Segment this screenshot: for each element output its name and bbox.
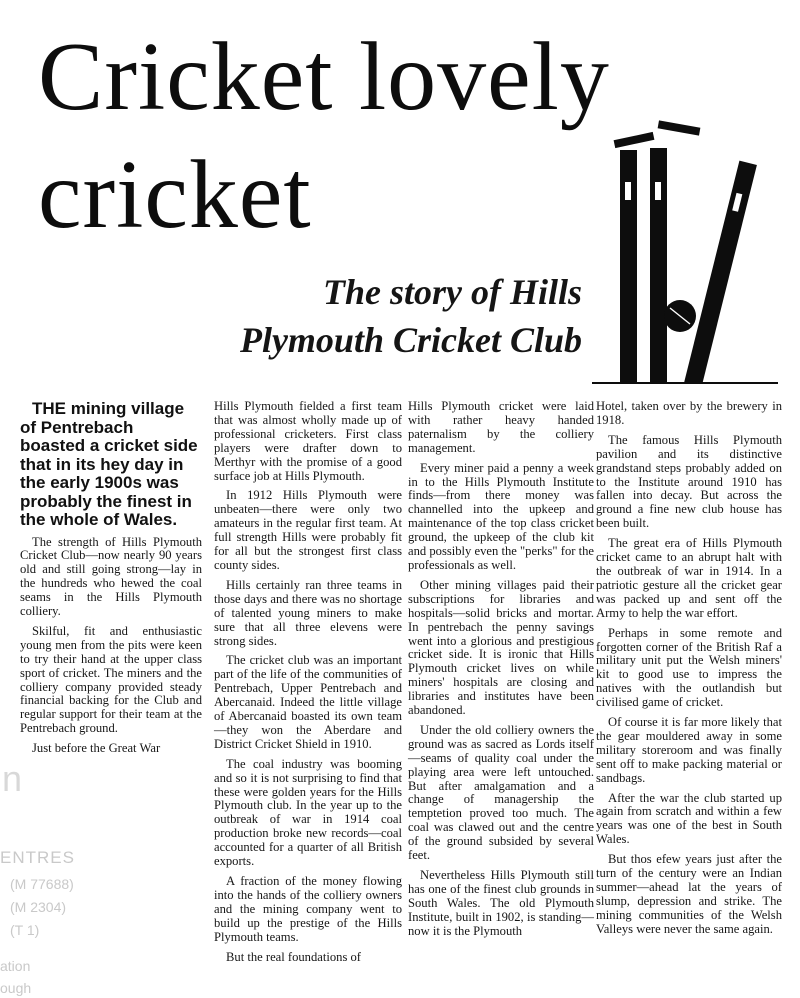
paragraph: A fraction of the money flowing into the hands of the colliery owners and the mining company went to build up the prestige of the Hills Plymouth teams. <box>214 874 402 944</box>
paragraph: Skilful, fit and enthusiastic young men from the pits were keen to try their hand at the upper class sport of cricket. The miners and the colliery company provided steady financial backing for the Club and regular support for their team at the Pentrebach ground. <box>20 623 202 736</box>
bail-left <box>614 132 655 148</box>
paragraph: The famous Hills Plymouth pavilion and its distinctive grandstand steps probably added on to the Institute around 1910 has fallen into decay. But across the ground a fine new club house has been built. <box>596 432 782 531</box>
paragraph: Of course it is far more likely that the gear mouldered away in some military storeroom and was finally sent off to make packing material or sandbags. <box>596 715 782 785</box>
cricket-wicket-illustration <box>592 112 778 384</box>
bleed-through-text: (M 77688) <box>10 876 74 892</box>
paragraph: But the real foundations of <box>226 949 362 964</box>
paragraph: Other mining villages paid their subscriptions for libraries and hospitals—solid bricks and mortar. In pentrebach the penny savings went into a glorious and prestigious cricket side. It is ironic that Hills Plymouth cricket lives on while miners' hospitals are closing and libraries and institutes have been abandoned. <box>408 577 594 718</box>
bleed-through-text: ENTRES <box>0 848 75 867</box>
paragraph: The coal industry was booming and so it is not surprising to find that these were golden years for the Hills Plymouth club. In the year up to the outbreak of war in 1914 coal production broke new records—coal accounted for a quarter of all British exports. <box>214 756 402 869</box>
subheadline-line-1: The story of Hills <box>323 272 582 312</box>
paragraph: Just before the Great War <box>32 741 161 756</box>
article-column-2 <box>214 400 402 970</box>
paragraph: Every miner paid a penny a week in to the Hills Plymouth Institute finds—from there money was channelled into the upkeep and maintenance of the top class cricket ground, the upkeep of the club kit and possibly even the "perks" for the professionals as well. <box>408 460 594 572</box>
paragraph: Hills Plymouth fielded a first team that was almost wholly made up of professional cricketers. First class players were drafter down to Merthyr with the promise of a good surface job at Hills Plymouth. <box>214 399 402 483</box>
article-column-4 <box>596 400 782 943</box>
subheadline-line-2: Plymouth Cricket Club <box>239 320 582 360</box>
subheadline <box>150 268 582 364</box>
bail-right <box>658 120 701 135</box>
article-column-3 <box>408 400 594 945</box>
headline-line-2: cricket <box>38 141 312 249</box>
paragraph: The great era of Hills Plymouth cricket came to an abrupt halt with the outbreak of war in 1914. In a patriotic gesture all the cricket gear was packed up and sent off the Army to help the war effort. <box>596 536 782 620</box>
stump-right <box>684 161 757 384</box>
paragraph: Hills Plymouth cricket were laid with rather heavy handed paternalism by the colliery management. <box>408 399 594 455</box>
paragraph: In 1912 Hills Plymouth were unbeaten—there were only two amateurs in the regular first team. At full strength Hills were probably fit for all but the strongest first class county sides. <box>214 488 402 572</box>
bleed-through-text: (T 1) <box>10 922 40 938</box>
bleed-through-text: n <box>2 758 23 799</box>
headline <box>38 18 610 254</box>
paragraph: The strength of Hills Plymouth Cricket Club—now nearly 90 years old and still going strong—lay in the hundreds who hewed the coal seams in the Hills Plymouth colliery. <box>20 534 202 619</box>
paragraph: Under the old colliery owners the ground was as sacred as Lords itself—seams of quality coal under the playing area were left untouched. But after amalgamation and a change of managership the temptetion proved too much. The coal was clawed out and the centre of the ground subsided by several feet. <box>408 722 594 863</box>
paragraph: The cricket club was an important part of the life of the communities of Pentrebach, Upper Pentrebach and Abercanaid. Indeed the little village of Abercanaid boasted its own team—they won the Aberdare and District Cricket Shield in 1910. <box>214 653 402 751</box>
paragraph: Hills certainly ran three teams in those days and there was no shortage of talented young miners to make sure that all three elevens were strong sides. <box>214 577 402 648</box>
bleed-through-text: (M 2304) <box>10 899 67 915</box>
paragraph: But thos efew years just after the turn of the century were an Indian summer—ahead lat the years of slump, depression and strike. The mining communities of the Welsh Valleys were never the same again. <box>596 852 782 936</box>
paragraph: Hotel, taken over by the brewery in 1918. <box>596 399 782 427</box>
article-column-1 <box>20 400 202 762</box>
article-body <box>14 400 782 980</box>
paragraph: After the war the club started up again from scratch and within a few years was one of the best in South Wales. <box>596 790 782 847</box>
bleed-through-text: ation <box>0 958 31 974</box>
headline-line-1: Cricket lovely <box>38 23 610 131</box>
lead-paragraph: THE mining village of Pentrebach boasted a cricket side that in its hey day in the early 1900s was probably the finest in the whole of Wales. <box>20 399 198 529</box>
paragraph: Nevertheless Hills Plymouth still has one of the finest club grounds in South Wales. The old Plymouth Institute, built in 1902, is standing—now it is the Plymouth <box>408 868 594 938</box>
paragraph: Perhaps in some remote and forgotten corner of the British Raf a military unit put the Welsh miners' kit to good use to impress the natives with the outlandish but civilised game of cricket. <box>596 625 782 710</box>
bleed-through-text: ough <box>0 980 32 996</box>
